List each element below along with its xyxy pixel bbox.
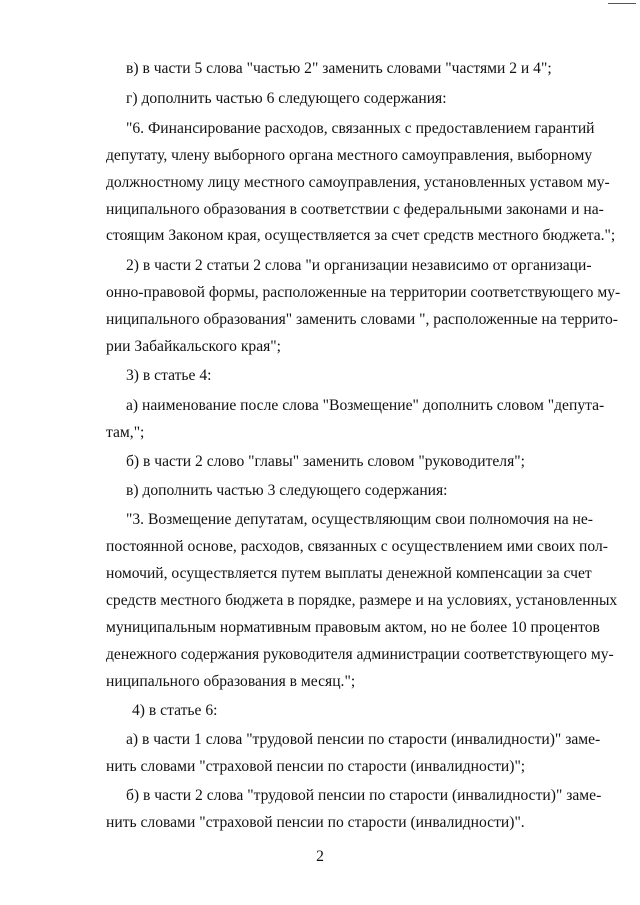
text-line: там,"; bbox=[106, 424, 145, 441]
text-line: постоянной основе, расходов, связанных с осуществлением ими своих пол- bbox=[106, 538, 608, 555]
text-line: депутату, члену выборного органа местного самоуправления, выборному bbox=[106, 147, 593, 164]
text-line: б) в части 2 слова "трудовой пенсии по старости (инвалидности)" заме- bbox=[126, 787, 602, 804]
text-line: номочий, осуществляется путем выплаты денежной компенсации за счет bbox=[106, 565, 592, 582]
text-line: "3. Возмещение депутатам, осуществляющим свои полномочия на не- bbox=[126, 511, 593, 528]
text-line: ниципального образования" заменить словами ", расположенные на террито- bbox=[106, 311, 618, 328]
text-line: ниципального образования в месяц."; bbox=[106, 673, 356, 690]
text-line: денежного содержания руководителя администрации соответствующего му- bbox=[106, 646, 614, 663]
scan-corner-mark bbox=[608, 3, 636, 4]
text-line: а) в части 1 слова "трудовой пенсии по старости (инвалидности)" заме- bbox=[126, 731, 601, 748]
text-line: "6. Финансирование расходов, связанных с предоставлением гарантий bbox=[126, 120, 595, 137]
text-line: б) в части 2 слово "главы" заменить словом "руководителя"; bbox=[126, 453, 525, 470]
text-line: рии Забайкальского края"; bbox=[106, 338, 281, 355]
text-line: муниципальным нормативным правовым актом, но не более 10 процентов bbox=[106, 619, 600, 636]
text-line: нить словами "страховой пенсии по старости (инвалидности)"; bbox=[106, 758, 526, 775]
text-line: средств местного бюджета в порядке, размере и на условиях, установленных bbox=[106, 592, 618, 609]
text-line: г) дополнить частью 6 следующего содержания: bbox=[126, 90, 447, 107]
text-line: в) дополнить частью 3 следующего содержания: bbox=[126, 482, 448, 499]
text-line: нить словами "страховой пенсии по старости (инвалидности)". bbox=[106, 814, 525, 831]
text-line: а) наименование после слова "Возмещение" дополнить словом "депута- bbox=[126, 397, 605, 414]
text-line: 4) в статье 6: bbox=[132, 702, 218, 719]
text-line: 3) в статье 4: bbox=[126, 367, 212, 384]
page-number: 2 bbox=[316, 848, 324, 865]
text-line: должностному лицу местного самоуправления, установленных уставом му- bbox=[106, 174, 610, 191]
text-line: 2) в части 2 статьи 2 слова "и организации независимо от организаци- bbox=[126, 257, 592, 274]
text-line: онно-правовой формы, расположенные на территории соответствующего му- bbox=[106, 284, 621, 301]
text-line: стоящим Законом края, осуществляется за счет средств местного бюджета."; bbox=[106, 227, 616, 244]
text-line: ниципального образования в соответствии с федеральными законами и на- bbox=[106, 201, 604, 218]
text-line: в) в части 5 слова "частью 2" заменить словами "частями 2 и 4"; bbox=[126, 60, 552, 77]
